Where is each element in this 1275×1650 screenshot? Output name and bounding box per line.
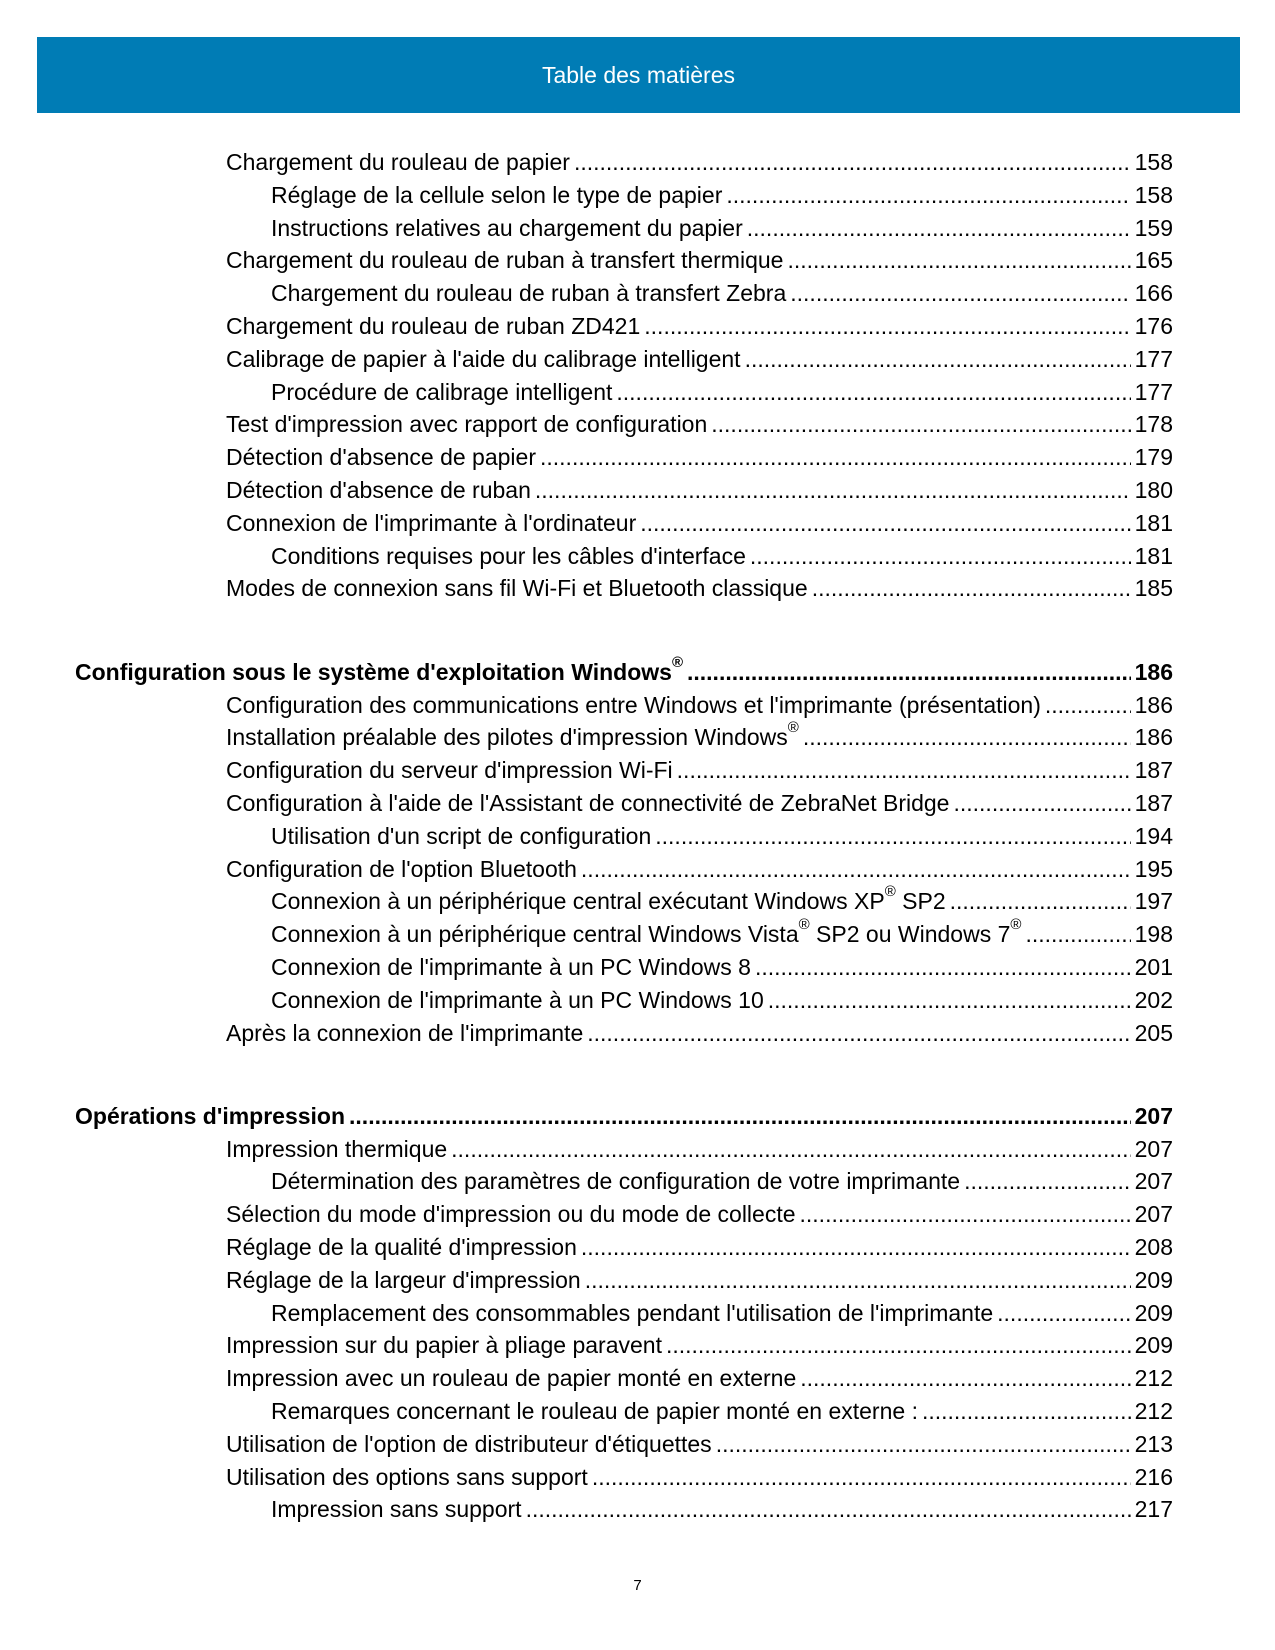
toc-entry[interactable]: [271, 376, 1173, 409]
toc-entry[interactable]: [226, 1133, 1173, 1166]
toc-page-number: 177: [1134, 345, 1173, 372]
toc-title-text: Chargement du rouleau de papier: [226, 149, 570, 175]
toc-title-text: Calibrage de papier à l'aide du calibrage intelligent: [226, 345, 741, 372]
dot-leader: [812, 572, 1131, 604]
toc-page-number: 201: [1134, 953, 1173, 980]
toc-entry[interactable]: [271, 1493, 1173, 1526]
dot-leader: [581, 1231, 1131, 1263]
toc-title-text: Connexion à un périphérique central exécutant Windows XP: [271, 888, 885, 915]
toc-entry-title: [75, 1100, 345, 1132]
dot-leader: [755, 951, 1131, 983]
toc-entry[interactable]: [226, 343, 1173, 376]
toc-entry[interactable]: [226, 146, 1173, 179]
toc-entry[interactable]: [226, 441, 1173, 474]
toc-entry-title: [226, 1329, 662, 1361]
toc-title-text: Remplacement des consommables pendant l'utilisation de l'imprimante: [271, 1299, 994, 1326]
toc-page-number: 177: [1134, 378, 1173, 405]
dot-leader: [540, 441, 1131, 473]
toc-page-number: 217: [1134, 1496, 1173, 1523]
toc-entry-title: [226, 572, 808, 604]
toc-entry-title: [226, 1017, 583, 1049]
toc-title-text: Configuration de l'option Bluetooth: [226, 855, 577, 882]
toc-entry[interactable]: [271, 885, 1173, 918]
registered-mark: ®: [1010, 916, 1022, 934]
toc-page-number: 209: [1134, 1299, 1173, 1326]
toc-entry-title: [271, 984, 764, 1016]
toc-page-number: 207: [1134, 1135, 1173, 1162]
dot-leader: [800, 1198, 1131, 1230]
toc-title-text: Après la connexion de l'imprimante: [226, 1019, 584, 1046]
dot-leader: [750, 540, 1131, 572]
toc-page-number: 202: [1134, 986, 1173, 1013]
header-banner: [37, 37, 1240, 113]
toc-title-text: Configuration du serveur d'impression Wi-Fi: [226, 757, 673, 784]
toc-title-text: Chargement du rouleau de ruban ZD421: [226, 313, 641, 339]
dot-leader: [640, 507, 1130, 539]
toc-title-text: Remarques concernant le rouleau de papier monté en externe :: [271, 1398, 918, 1424]
toc-entry-title: [226, 853, 577, 885]
registered-mark: ®: [884, 883, 896, 901]
toc-page-number: 212: [1134, 1398, 1173, 1424]
toc-entry[interactable]: [271, 1395, 1173, 1428]
toc-page-number: 187: [1134, 757, 1173, 784]
registered-mark: ®: [671, 653, 683, 671]
dot-leader: [587, 1017, 1130, 1049]
toc-entry[interactable]: [271, 918, 1173, 951]
toc-entry-title: [226, 474, 531, 506]
toc-entry-title: [226, 1428, 712, 1460]
toc-title-text: Configuration à l'aide de l'Assistant de connectivité de ZebraNet Bridge: [226, 789, 950, 816]
toc-entry[interactable]: [226, 408, 1173, 441]
toc-title-text: Impression avec un rouleau de papier monté en externe: [226, 1365, 797, 1392]
toc-entry-title: [271, 212, 743, 244]
toc-page-number: 216: [1134, 1463, 1173, 1490]
toc-entry-title: [226, 787, 949, 819]
toc-page-number: 185: [1134, 575, 1173, 602]
toc-page-number: 207: [1134, 1201, 1173, 1228]
dot-leader: [922, 1395, 1131, 1427]
toc-entry-title: [226, 244, 783, 276]
registered-mark: ®: [787, 719, 799, 737]
toc-page-number: 209: [1134, 1266, 1173, 1293]
dot-leader: [666, 1329, 1131, 1361]
toc-entry-title: [226, 441, 536, 473]
toc-title-text: Procédure de calibrage intelligent: [271, 378, 613, 405]
toc-page-number: 212: [1134, 1365, 1173, 1392]
toc-entry-title: [271, 1297, 993, 1329]
toc-page-number: 205: [1134, 1019, 1173, 1046]
toc-page-number: 186: [1134, 658, 1173, 685]
dot-leader: [592, 1461, 1131, 1493]
toc-title-text: Détermination des paramètres de configuration de votre imprimante: [271, 1168, 961, 1195]
toc-entry[interactable]: [226, 853, 1173, 886]
toc-title-text: Chargement du rouleau de ruban à transfert thermique: [226, 247, 784, 274]
toc-entry-title: [271, 277, 786, 309]
toc-page-number: 207: [1134, 1168, 1173, 1195]
dot-leader: [716, 1428, 1131, 1460]
toc-entry[interactable]: [271, 1165, 1173, 1198]
dot-leader: [787, 244, 1130, 276]
toc-title-text: Impression sur du papier à pliage paravent: [226, 1332, 662, 1359]
toc-entry[interactable]: [226, 572, 1173, 605]
dot-leader: [644, 310, 1130, 342]
toc-title-text: Détection d'absence de papier: [226, 444, 536, 471]
toc-title-text: Chargement du rouleau de ruban à transfert Zebra: [271, 280, 787, 307]
dot-leader: [616, 376, 1130, 408]
toc-page-number: 197: [1134, 888, 1173, 915]
toc-page-number: 166: [1134, 280, 1173, 307]
toc-entry[interactable]: [226, 474, 1173, 507]
toc-page-number: 187: [1134, 789, 1173, 816]
toc-page-number: 165: [1134, 247, 1173, 274]
dot-leader: [711, 408, 1130, 440]
toc-entry-title: [226, 146, 570, 178]
toc-title-text: Réglage de la qualité d'impression: [226, 1234, 577, 1260]
toc-title-text: Impression sans support: [271, 1496, 522, 1523]
toc-entry[interactable]: [271, 179, 1173, 212]
toc-title-text: Réglage de la largeur d'impression: [226, 1266, 581, 1293]
toc-entry[interactable]: [226, 1198, 1173, 1231]
toc-entry-title: [226, 1362, 796, 1394]
toc-entry-title: [271, 1165, 960, 1197]
toc-title-text: Connexion de l'imprimante à l'ordinateur: [226, 509, 637, 536]
toc-title-text: Conditions requises pour les câbles d'interface: [271, 542, 746, 569]
toc-entry-title: [271, 918, 1021, 950]
toc-title-text: Configuration des communications entre Windows et l'imprimante (présentation): [226, 691, 1041, 718]
toc-entry[interactable]: [271, 277, 1173, 310]
toc-entry[interactable]: [226, 507, 1173, 540]
toc-chapter[interactable]: [75, 653, 1173, 689]
registered-mark: ®: [798, 916, 810, 934]
dot-leader: [581, 853, 1131, 885]
toc-page-number: 180: [1134, 477, 1173, 503]
toc-page-number: 158: [1134, 149, 1173, 175]
toc-entry-title: [226, 1198, 796, 1230]
toc-entry-title: [75, 653, 683, 688]
page-number: 7: [633, 1577, 642, 1594]
dot-leader: [790, 277, 1130, 309]
dot-leader: [1025, 918, 1130, 950]
toc-entry-title: [271, 1395, 918, 1427]
toc-entry[interactable]: [226, 1231, 1173, 1264]
toc-entry[interactable]: [271, 212, 1173, 245]
toc-page-number: 195: [1134, 855, 1173, 882]
dot-leader: [726, 179, 1130, 211]
dot-leader: [349, 1100, 1131, 1132]
toc-entry[interactable]: [226, 1461, 1173, 1494]
dot-leader: [677, 754, 1131, 786]
toc-title-suffix: SP2 ou Windows 7: [809, 921, 1011, 948]
toc-page-number: 198: [1134, 921, 1173, 948]
toc-entry[interactable]: [226, 689, 1173, 722]
dot-leader: [768, 984, 1131, 1016]
dot-leader: [800, 1362, 1130, 1394]
dot-leader: [585, 1264, 1131, 1296]
toc-entry-title: [226, 1461, 588, 1493]
dot-leader: [745, 343, 1131, 375]
toc-entry-title: [226, 507, 636, 539]
toc-entry-title: [271, 1493, 522, 1525]
toc-title-text: Connexion de l'imprimante à un PC Windows 10: [271, 986, 764, 1013]
toc-entry-title: [226, 1231, 577, 1263]
toc-title-text: Détection d'absence de ruban: [226, 477, 531, 503]
toc-page-number: 181: [1134, 509, 1173, 536]
toc-page-number: 209: [1134, 1332, 1173, 1359]
toc-entry-title: [271, 540, 746, 572]
dot-leader: [655, 820, 1130, 852]
toc-entry-title: [226, 408, 707, 440]
dot-leader: [747, 212, 1131, 244]
toc-page-number: 186: [1134, 724, 1173, 751]
toc-page-number: 158: [1134, 181, 1173, 208]
toc-entry[interactable]: [271, 951, 1173, 984]
toc-entry[interactable]: [226, 754, 1173, 787]
toc-entry-title: [226, 721, 799, 753]
header-title: Table des matières: [541, 61, 736, 88]
toc-title-text: Test d'impression avec rapport de configuration: [226, 411, 708, 438]
toc-page-number: 178: [1134, 411, 1173, 438]
toc-title-text: Impression thermique: [226, 1135, 448, 1162]
toc-page-number: 213: [1134, 1430, 1173, 1457]
toc-title-suffix: SP2: [895, 888, 946, 915]
toc-entry[interactable]: [226, 244, 1173, 277]
toc-entry[interactable]: [226, 310, 1173, 343]
toc-entry-title: [271, 820, 651, 852]
toc-entry-title: [271, 376, 612, 408]
toc-entry-title: [226, 689, 1041, 721]
toc-page-number: 186: [1134, 691, 1173, 718]
toc-page-number: 159: [1134, 214, 1173, 241]
toc-entry[interactable]: [226, 1362, 1173, 1395]
dot-leader: [451, 1133, 1130, 1165]
toc-chapter[interactable]: [75, 1100, 1173, 1133]
toc-entry[interactable]: [271, 1297, 1173, 1330]
toc-title-text: Connexion à un périphérique central Windows Vista: [271, 921, 799, 948]
toc-title-text: Modes de connexion sans fil Wi-Fi et Bluetooth classique: [226, 575, 808, 602]
toc-page-number: 176: [1134, 313, 1173, 339]
toc-entry[interactable]: [226, 721, 1173, 754]
dot-leader: [803, 721, 1131, 753]
toc-title-text: Configuration sous le système d'exploitation Windows: [75, 658, 672, 685]
toc-entry[interactable]: [271, 984, 1173, 1017]
dot-leader: [574, 146, 1131, 178]
toc-entry-title: [226, 1264, 581, 1296]
toc-entry[interactable]: [226, 1329, 1173, 1362]
toc-page-number: 181: [1134, 542, 1173, 569]
toc-title-text: Sélection du mode d'impression ou du mode de collecte: [226, 1201, 796, 1228]
toc-title-text: Opérations d'impression: [75, 1102, 346, 1129]
toc-title-text: Réglage de la cellule selon le type de papier: [271, 181, 723, 208]
toc-entry-title: [226, 1133, 447, 1165]
toc-title-text: Utilisation d'un script de configuration: [271, 822, 652, 849]
toc-entry-title: [271, 951, 751, 983]
toc-page-number: 207: [1134, 1102, 1173, 1129]
toc-page-number: 179: [1134, 444, 1173, 471]
dot-leader: [535, 474, 1131, 506]
toc-entry[interactable]: [226, 1264, 1173, 1297]
toc-title-text: Connexion de l'imprimante à un PC Windows 8: [271, 953, 751, 980]
dot-leader: [953, 787, 1130, 819]
toc-entry[interactable]: [226, 1428, 1173, 1461]
toc-page-number: 208: [1134, 1234, 1173, 1260]
toc-title-text: Utilisation de l'option de distributeur d'étiquettes: [226, 1430, 712, 1457]
toc-page-number: 194: [1134, 822, 1173, 849]
toc-entry-title: [226, 754, 673, 786]
toc-entry-title: [271, 885, 946, 917]
dot-leader: [687, 656, 1131, 688]
dot-leader: [1045, 689, 1131, 721]
toc-title-text: Installation préalable des pilotes d'impression Windows: [226, 724, 788, 751]
toc-entry[interactable]: [271, 820, 1173, 853]
toc-title-text: Instructions relatives au chargement du papier: [271, 214, 743, 241]
toc-entry[interactable]: [271, 540, 1173, 573]
dot-leader: [950, 885, 1131, 917]
dot-leader: [526, 1493, 1131, 1525]
toc-entry-title: [226, 343, 741, 375]
toc-entry-title: [271, 179, 722, 211]
toc-entry[interactable]: [226, 1017, 1173, 1050]
toc-entry-title: [226, 310, 640, 342]
dot-leader: [997, 1297, 1130, 1329]
toc-title-text: Utilisation des options sans support: [226, 1463, 588, 1490]
toc-entry[interactable]: [226, 787, 1173, 820]
dot-leader: [964, 1165, 1131, 1197]
